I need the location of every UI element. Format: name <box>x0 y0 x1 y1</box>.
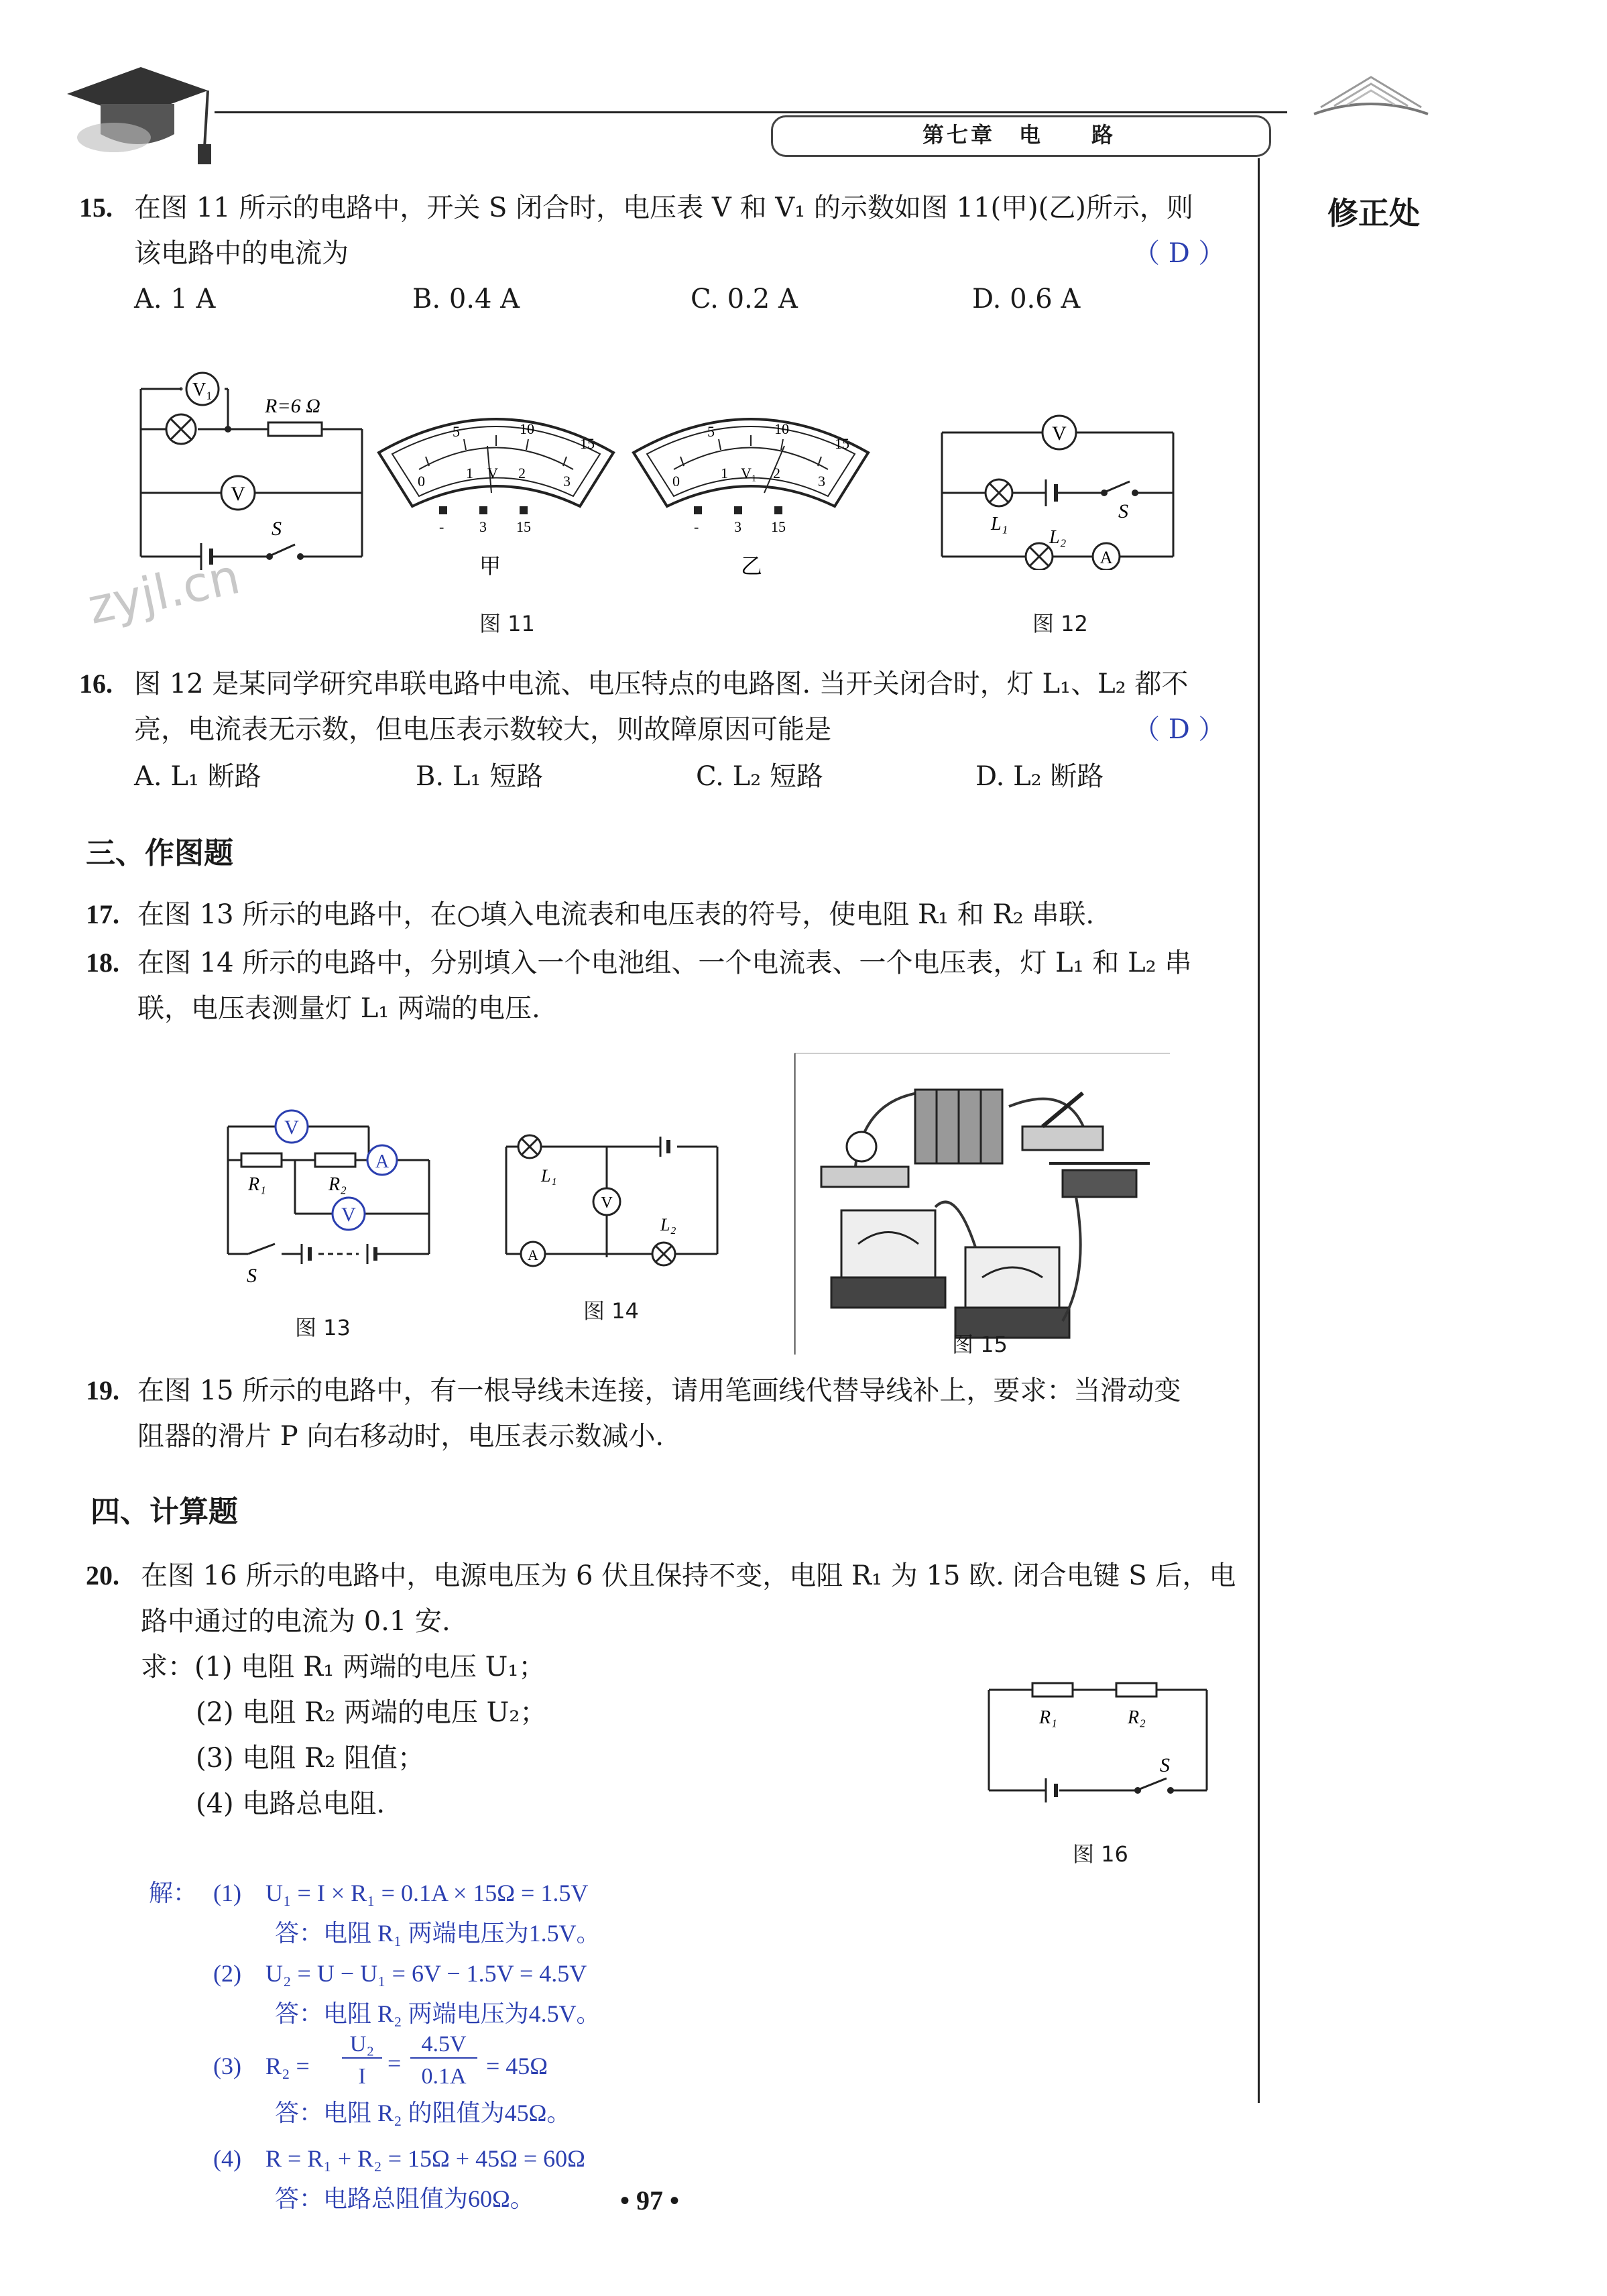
graduation-cap-icon <box>60 54 215 168</box>
question-text: 图 12 是某同学研究串联电路中电流、电压特点的电路图. 当开关闭合时，灯 L₁、L₂ 都不 <box>134 669 1189 699</box>
r2-label: R₂ <box>329 1174 347 1195</box>
tick-label: 1 <box>466 465 473 481</box>
option-a: A. 1 A <box>134 284 216 314</box>
s-label: S <box>1160 1754 1170 1776</box>
meter-a <box>372 399 620 587</box>
fraction-numerator: U₂ <box>342 2032 382 2059</box>
v-label: V <box>1052 422 1067 445</box>
question-number: 15. <box>79 192 113 223</box>
tick-label: 2 <box>773 465 780 481</box>
option-c: C. 0.2 A <box>691 284 798 314</box>
answer-mark: （ D ） <box>1133 238 1226 269</box>
solution-step-1: (1) U₁ = I × R₁ = 0.1A × 15Ω = 1.5V <box>213 1880 589 1906</box>
terminal-label: 3 <box>734 518 741 535</box>
solution-step-2: (2) U₂ = U − U₁ = 6V − 1.5V = 4.5V <box>213 1960 587 1987</box>
question-text: 在图 14 所示的电路中，分别填入一个电池组、一个电流表、一个电压表，灯 L₁ 和 L₂ 串 <box>137 948 1192 978</box>
r1-label: R₁ <box>248 1174 266 1195</box>
fig13-caption: 图 13 <box>295 1315 351 1340</box>
r1-label: R₁ <box>1039 1707 1057 1728</box>
v-label: V <box>601 1194 613 1212</box>
a-label: A <box>528 1247 538 1263</box>
v1-label: V₁ <box>192 380 213 400</box>
fig16-caption: 图 16 <box>1073 1841 1128 1867</box>
fig14-circuit <box>493 1127 734 1267</box>
fig16-circuit <box>979 1670 1220 1804</box>
tick-label: 2 <box>518 465 526 481</box>
sub-question: (2) 电阻 R₂ 两端的电压 U₂； <box>196 1697 547 1728</box>
answer-mark: （ D ） <box>1133 714 1226 745</box>
tick-label: 5 <box>453 423 460 440</box>
option-a: A. L₁ 断路 <box>134 761 261 792</box>
tick-label: 10 <box>520 420 534 437</box>
question-text: 路中通过的电流为 0.1 安. <box>141 1606 451 1637</box>
fig14-caption: 图 14 <box>583 1298 639 1324</box>
option-c: C. L₂ 短路 <box>696 761 823 792</box>
v-label: V <box>284 1116 299 1139</box>
tick-label: 1 <box>721 465 728 481</box>
fraction-numerator: 4.5V <box>410 2032 477 2059</box>
tick-label: 0 <box>418 473 425 490</box>
fraction-denominator: 0.1A <box>421 2064 467 2089</box>
option-d: D. 0.6 A <box>972 284 1081 314</box>
question-text: 在图 15 所示的电路中，有一根导线未连接，请用笔画线代替导线补上，要求：当滑动变 <box>137 1375 1181 1406</box>
question-number: 19. <box>86 1375 119 1405</box>
option-b: B. L₁ 短路 <box>416 761 544 792</box>
a-label: A <box>1099 548 1113 567</box>
question-text: 在图 11 所示的电路中，开关 S 闭合时，电压表 V 和 V₁ 的示数如图 11(甲)(乙)所示，则 <box>134 192 1193 223</box>
terminal-label: 15 <box>516 518 531 535</box>
meter-label: 乙 <box>741 554 763 578</box>
l1-label: L₁ <box>991 514 1008 534</box>
meter-label: 甲 <box>479 554 501 578</box>
fig15-apparatus <box>794 1053 1170 1355</box>
s-label: S <box>1118 500 1128 522</box>
option-d: D. L₂ 断路 <box>975 761 1104 792</box>
question-text: 亮，电流表无示数，但电压表示数较大，则故障原因可能是 <box>134 714 831 745</box>
question-number: 17. <box>86 899 119 929</box>
tick-label: 3 <box>563 473 571 490</box>
question-number: 20. <box>86 1560 119 1591</box>
solution-answer-4: 答：电路总阻值为60Ω。 <box>275 2185 534 2212</box>
ammeter-device-icon <box>955 1247 1069 1338</box>
terminal-label: - <box>439 518 444 535</box>
v-label: V <box>341 1204 356 1226</box>
solution-answer-3: 答：电阻 R₂ 的阻值为45Ω。 <box>275 2100 571 2126</box>
sub-question: (3) 电阻 R₂ 阻值； <box>196 1743 424 1774</box>
solution-label: 解： <box>149 1880 198 1906</box>
tick-label: 15 <box>580 435 595 452</box>
solution-result-3: = 45Ω <box>486 2053 548 2079</box>
a-label: A <box>375 1151 390 1172</box>
r-label: R=6 Ω <box>265 395 320 417</box>
r2-label: R₂ <box>1128 1707 1146 1728</box>
correction-label: 修正处 <box>1327 195 1420 231</box>
meter-b <box>627 399 875 587</box>
l2-label: L₂ <box>660 1215 676 1235</box>
battery-icon <box>915 1090 1002 1163</box>
l2-label: L₂ <box>1049 527 1067 548</box>
fig11-caption: 图 11 <box>479 611 535 636</box>
sub-question: (4) 电路总电阻. <box>196 1788 385 1819</box>
s-label: S <box>272 518 282 540</box>
tick-label: 3 <box>818 473 825 490</box>
unit-label: V <box>487 465 498 481</box>
voltmeter-device-icon <box>831 1210 945 1308</box>
s-label: S <box>247 1265 257 1287</box>
question-number: 16. <box>79 669 113 699</box>
header-rule <box>215 111 1287 113</box>
page-number: • 97 • <box>620 2185 680 2216</box>
tick-label: 5 <box>707 423 715 440</box>
terminal-label: 15 <box>771 518 786 535</box>
solution-answer-1: 答：电阻 R₁ 两端电压为1.5V。 <box>275 1920 601 1947</box>
question-text: 联，电压表测量灯 L₁ 两端的电压. <box>137 993 540 1024</box>
fraction-denominator: I <box>358 2064 366 2089</box>
fig11-circuit <box>127 362 375 570</box>
l1-label: L₁ <box>541 1166 557 1186</box>
tick-label: 0 <box>672 473 680 490</box>
unit-label: V₁ <box>741 465 757 481</box>
solution-answer-2: 答：电阻 R₂ 两端电压为4.5V。 <box>275 2000 601 2027</box>
tick-label: 10 <box>774 420 789 437</box>
v-label: V <box>231 483 245 505</box>
option-b: B. 0.4 A <box>412 284 520 314</box>
equals-sign: = <box>388 2050 402 2077</box>
fig12-caption: 图 12 <box>1032 611 1088 636</box>
solution-step-4: (4) R = R₁ + R₂ = 15Ω + 45Ω = 60Ω <box>213 2145 585 2172</box>
tick-label: 15 <box>835 435 849 452</box>
question-text: 在图 13 所示的电路中，在○填入电流表和电压表的符号，使电阻 R₁ 和 R₂ 串联. <box>137 899 1095 930</box>
fig15-caption: 图 15 <box>952 1332 1008 1357</box>
chapter-title: 第七章 电 路 <box>922 122 1116 148</box>
fig13-circuit <box>194 1106 449 1294</box>
terminal-label: 3 <box>479 518 487 535</box>
section-heading: 四、计算题 <box>91 1495 238 1529</box>
fig12-circuit <box>932 409 1187 570</box>
solution-step-3: (3) R₂ = <box>213 2053 310 2079</box>
question-text: 该电路中的电流为 <box>134 238 349 269</box>
section-heading: 三、作图题 <box>86 836 233 870</box>
watermark: zyjl.cn <box>82 548 245 635</box>
question-number: 18. <box>86 948 119 978</box>
book-icon <box>1307 67 1435 121</box>
sub-question: 求：(1) 电阻 R₁ 两端的电压 U₁； <box>141 1652 546 1682</box>
terminal-label: - <box>694 518 699 535</box>
question-text: 阻器的滑片 P 向右移动时，电压表示数减小. <box>137 1421 664 1452</box>
question-text: 在图 16 所示的电路中，电源电压为 6 伏且保持不变，电阻 R₁ 为 15 欧. 闭合电键 S 后，电 <box>141 1560 1236 1591</box>
margin-rule <box>1258 158 1260 2103</box>
